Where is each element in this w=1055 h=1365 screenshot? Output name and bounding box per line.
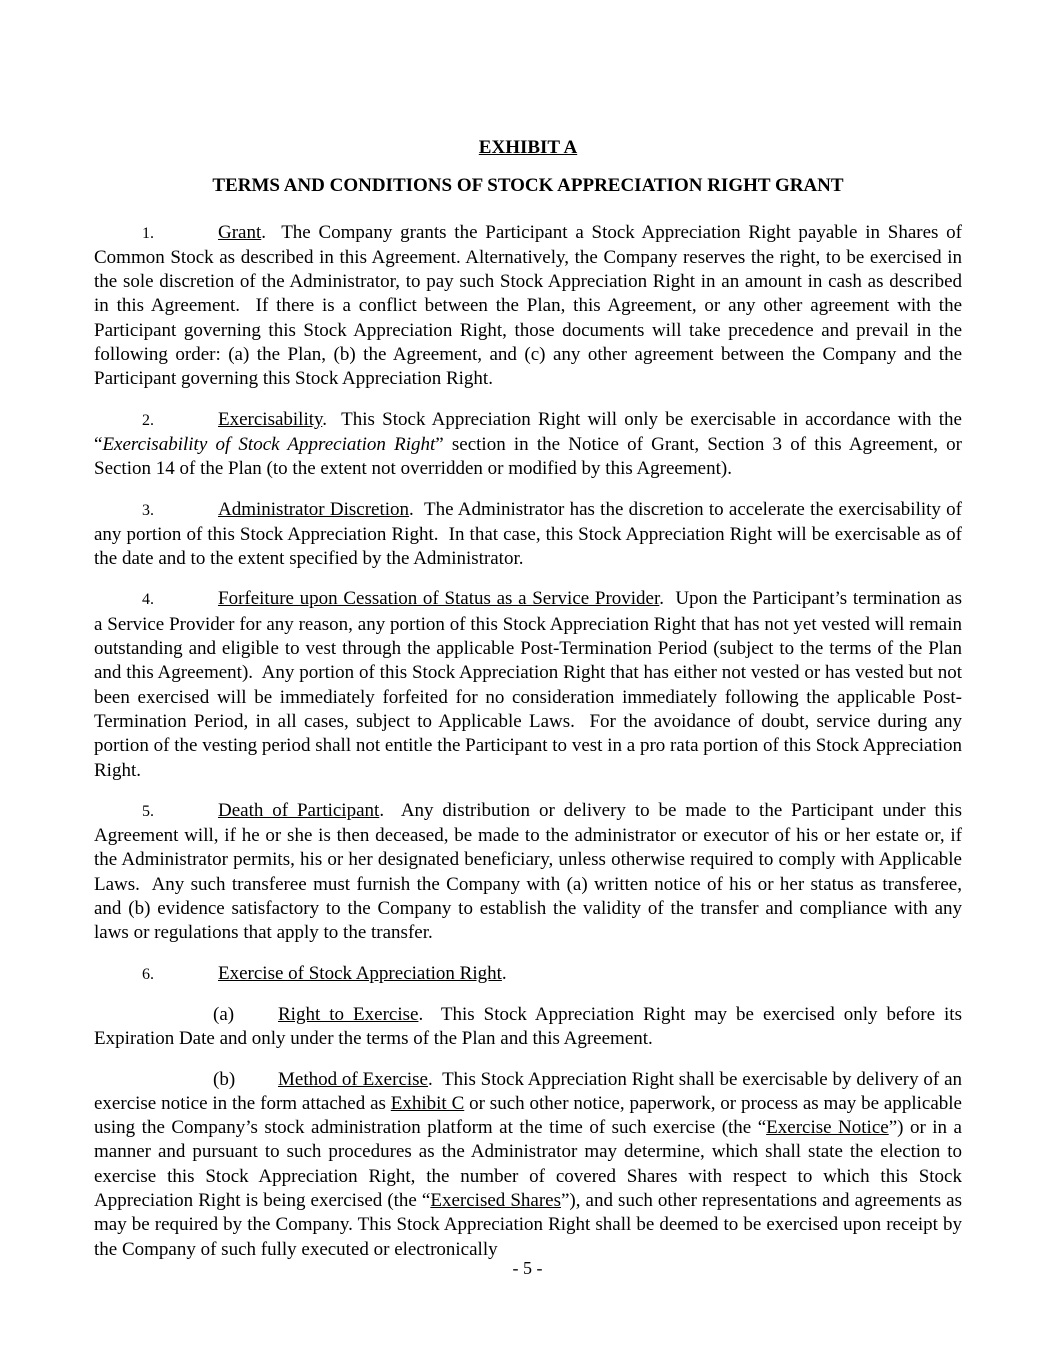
section-6-exercise: 6. Exercise of Stock Appreciation Right.: [94, 962, 962, 987]
paragraph-heading: Right to Exercise: [278, 1003, 419, 1025]
exhibit-title: [94, 136, 962, 160]
paragraph-heading: Exercise of Stock Appreciation Right: [218, 962, 502, 984]
defined-term-underlined: Exhibit C: [390, 1092, 465, 1114]
subsection-6b-method-of-exercise: (b) Method of Exercise. This Stock Appreciation Right shall be exercisable by delivery of an exercise notice in the form attached as Exhibit C or such other notice, paperwork, or process as may be applicable using the Company’s stock administration platform at the time of such exercise (the “Exercise Notice”) or in a manner and pursuant to such procedures as the Administrator may determine, which shall state the election to exercise this Stock Appreciation Right, the number of covered Shares with respect to which this Stock Appreciation Right is being exercised (the “Exercised Shares”), and such other representations and agreements as may be required by the Company. This Stock Appreciation Right shall be deemed to be exercised upon receipt by the Company of such fully executed or electronically: [94, 1068, 962, 1260]
paragraph-number: 5.: [142, 802, 154, 820]
paragraph-heading: Death of Participant: [218, 799, 380, 821]
paragraph-number: (b): [213, 1068, 236, 1090]
defined-term-italic: Exercisability of Stock Appreciation Right: [102, 433, 436, 455]
section-1-grant: 1. Grant. The Company grants the Participant a Stock Appreciation Right payable in Shares of Common Stock as described in this Agreement. Alternatively, the Company reserves the right, to be exercised in the sole discretion of the Administrator, to pay such Stock Appreciation Right in an amount in cash as described in this Agreement. If there is a conflict between the Plan, this Agreement, or any other agreement with the Participant governing this Stock Appreciation Right, those documents will take precedence and prevail in the following order: (a) the Plan, (b) the Agreement, and (c) any other agreement between the Company and the Participant governing this Stock Appreciation Right.: [94, 221, 962, 390]
document-subtitle: TERMS AND CONDITIONS OF STOCK APPRECIATION RIGHT GRANT: [212, 175, 844, 197]
paragraph-heading: Grant: [218, 221, 262, 243]
paragraph-heading: Forfeiture upon Cessation of Status as a Service Provider: [218, 588, 660, 610]
section-4-forfeiture: 4. Forfeiture upon Cessation of Status as a Service Provider. Upon the Participant’s termination as a Service Provider for any reason, any portion of this Stock Appreciation Right that has not yet vested will remain outstanding and eligible to vest through the applicable Post-Termination Period (subject to the terms of the Plan and this Agreement). Any portion of this Stock Appreciation Right that has either not vested or has vested but not been exercised will be immediately forfeited for no consideration immediately following the applicable Post-Termination Period, in all cases, subject to Applicable Laws. For the avoidance of doubt, service during any portion of the vesting period shall not entitle the Participant to vest in a pro rata portion of this Stock Appreciation Right.: [94, 588, 962, 781]
exhibit-title-text: EXHIBIT A: [478, 137, 578, 158]
paragraph-number: 6.: [142, 965, 154, 983]
subsection-6a-right-to-exercise: (a) Right to Exercise. This Stock Appreciation Right may be exercised only before its Expiration Date and only under the terms of the Plan and this Agreement.: [94, 1003, 962, 1050]
defined-term-underlined: Exercised Shares: [430, 1189, 561, 1211]
paragraph-number: 1.: [142, 224, 154, 242]
paragraph-number: 2.: [142, 411, 154, 429]
paragraph-number: (a): [213, 1003, 235, 1025]
paragraph-number: 4.: [142, 591, 154, 609]
paragraph-heading: Exercisability: [218, 408, 323, 430]
paragraphs: [94, 221, 962, 1262]
paragraph-heading: Method of Exercise: [278, 1068, 428, 1090]
section-5-death-of-participant: 5. Death of Participant. Any distribution or delivery to be made to the Participant under this Agreement will, if he or she is then deceased, be made to the administrator or executor of his or her estate or, if the Administrator permits, his or her designated beneficiary, unless otherwise required to comply with Applicable Laws. Any such transferee must furnish the Company with (a) written notice of his or her status as transferee, and (b) evidence satisfactory to the Company to establish the validity of the transfer and compliance with any laws or regulations that apply to the transfer.: [94, 799, 962, 944]
paragraph-heading: Administrator Discretion: [218, 498, 410, 520]
paragraph-number: 3.: [142, 501, 154, 519]
page-number: - 5 -: [512, 1258, 543, 1278]
defined-term-underlined: Exercise Notice: [766, 1117, 889, 1139]
section-3-administrator-discretion: 3. Administrator Discretion. The Administrator has the discretion to accelerate the exercisability of any portion of this Stock Appreciation Right. In that case, this Stock Appreciation Right will be exercisable as of the date and to the extent specified by the Administrator.: [94, 498, 962, 570]
section-2-exercisability: 2. Exercisability. This Stock Appreciation Right will only be exercisable in accordance with the “Exercisability of Stock Appreciation Right” section in the Notice of Grant, Section 3 of this Agreement, or Section 14 of the Plan (to the extent not overridden or modified by this Agreement).: [94, 408, 962, 480]
